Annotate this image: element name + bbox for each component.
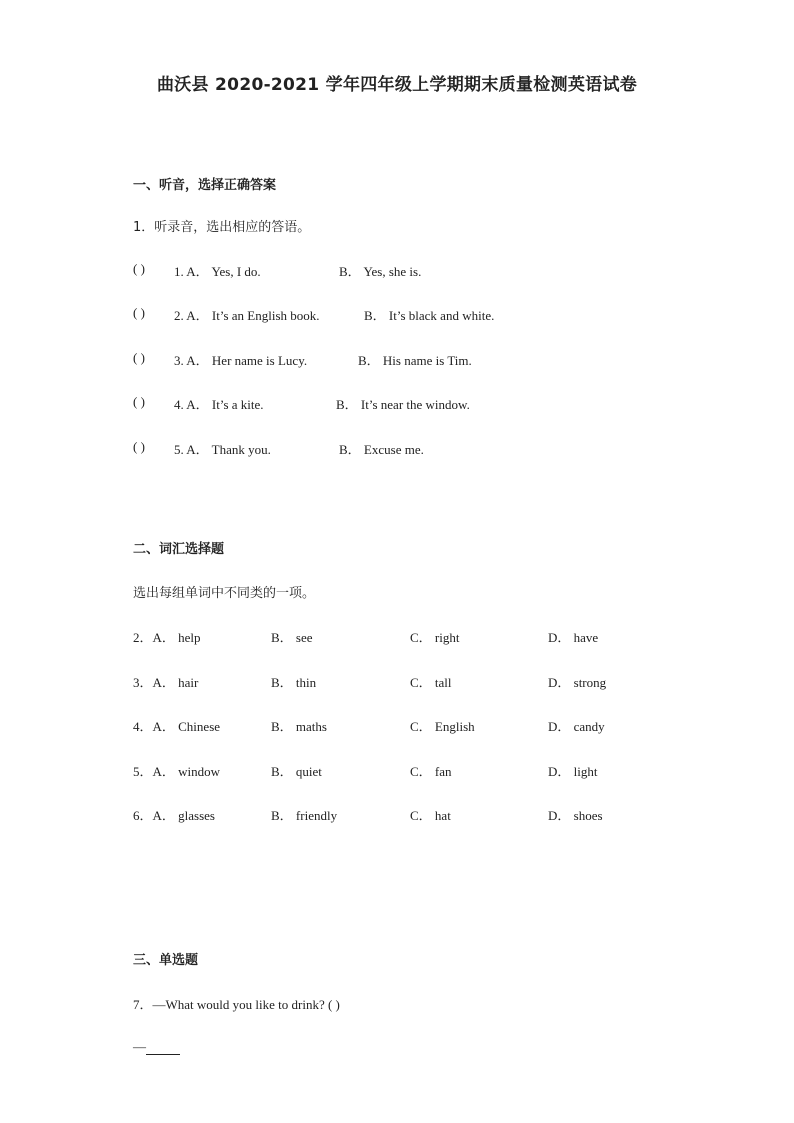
option-a: 5. A． Thank you.: [174, 442, 271, 457]
option-d: D． light: [548, 764, 598, 779]
option-b: B． friendly: [271, 808, 338, 823]
option-a: 3. A． Her name is Lucy.: [174, 353, 308, 368]
option-b: B． His name is Tim.: [358, 353, 472, 368]
option-b: B． see: [271, 630, 313, 645]
option-d: D． strong: [548, 675, 607, 690]
answer-dash: —: [133, 1039, 146, 1054]
option-a: 2．A． help: [133, 630, 201, 645]
option-b: B． Excuse me.: [339, 442, 424, 457]
answer-blank[interactable]: ( ): [133, 394, 145, 409]
option-c: C． tall: [410, 675, 452, 690]
option-a: 1. A． Yes, I do.: [174, 264, 261, 279]
option-c: C． right: [410, 630, 460, 645]
answer-blank[interactable]: ( ): [133, 305, 145, 320]
question-1-prompt: 1．听录音，选出相应的答语。: [133, 220, 311, 235]
option-b: B． It’s near the window.: [336, 397, 470, 412]
answer-blank[interactable]: ( ): [133, 439, 145, 454]
question-7-prompt: 7．—What would you like to drink? ( ): [133, 997, 340, 1012]
option-a: 2. A． It’s an English book.: [174, 308, 320, 323]
option-b: B． quiet: [271, 764, 322, 779]
option-a: 4．A． Chinese: [133, 719, 221, 734]
option-c: C． hat: [410, 808, 451, 823]
option-d: D． have: [548, 630, 599, 645]
answer-blank[interactable]: ( ): [133, 350, 145, 365]
option-a: 6．A． glasses: [133, 808, 215, 823]
option-b: B． It’s black and white.: [364, 308, 495, 323]
answer-blank-line[interactable]: [146, 1042, 180, 1055]
option-a: 3．A． hair: [133, 675, 199, 690]
option-a: 4. A． It’s a kite.: [174, 397, 264, 412]
answer-blank[interactable]: ( ): [133, 261, 145, 276]
question-7-answer: [133, 1039, 180, 1055]
section-heading-single-choice: 三、单选题: [133, 953, 199, 968]
option-c: C． English: [410, 719, 475, 734]
page-title: 曲沃县 2020-2021 学年四年级上学期期末质量检测英语试卷: [156, 75, 638, 95]
option-b: B． maths: [271, 719, 327, 734]
option-c: C． fan: [410, 764, 452, 779]
section-heading-vocabulary: 二、词汇选择题: [133, 542, 225, 557]
section-heading-listening: 一、听音，选择正确答案: [133, 178, 277, 193]
option-d: D． candy: [548, 719, 605, 734]
option-b: B． Yes, she is.: [339, 264, 422, 279]
vocabulary-instruction: 选出每组单词中不同类的一项。: [133, 586, 316, 601]
option-b: B． thin: [271, 675, 317, 690]
option-a: 5．A． window: [133, 764, 221, 779]
option-d: D． shoes: [548, 808, 603, 823]
